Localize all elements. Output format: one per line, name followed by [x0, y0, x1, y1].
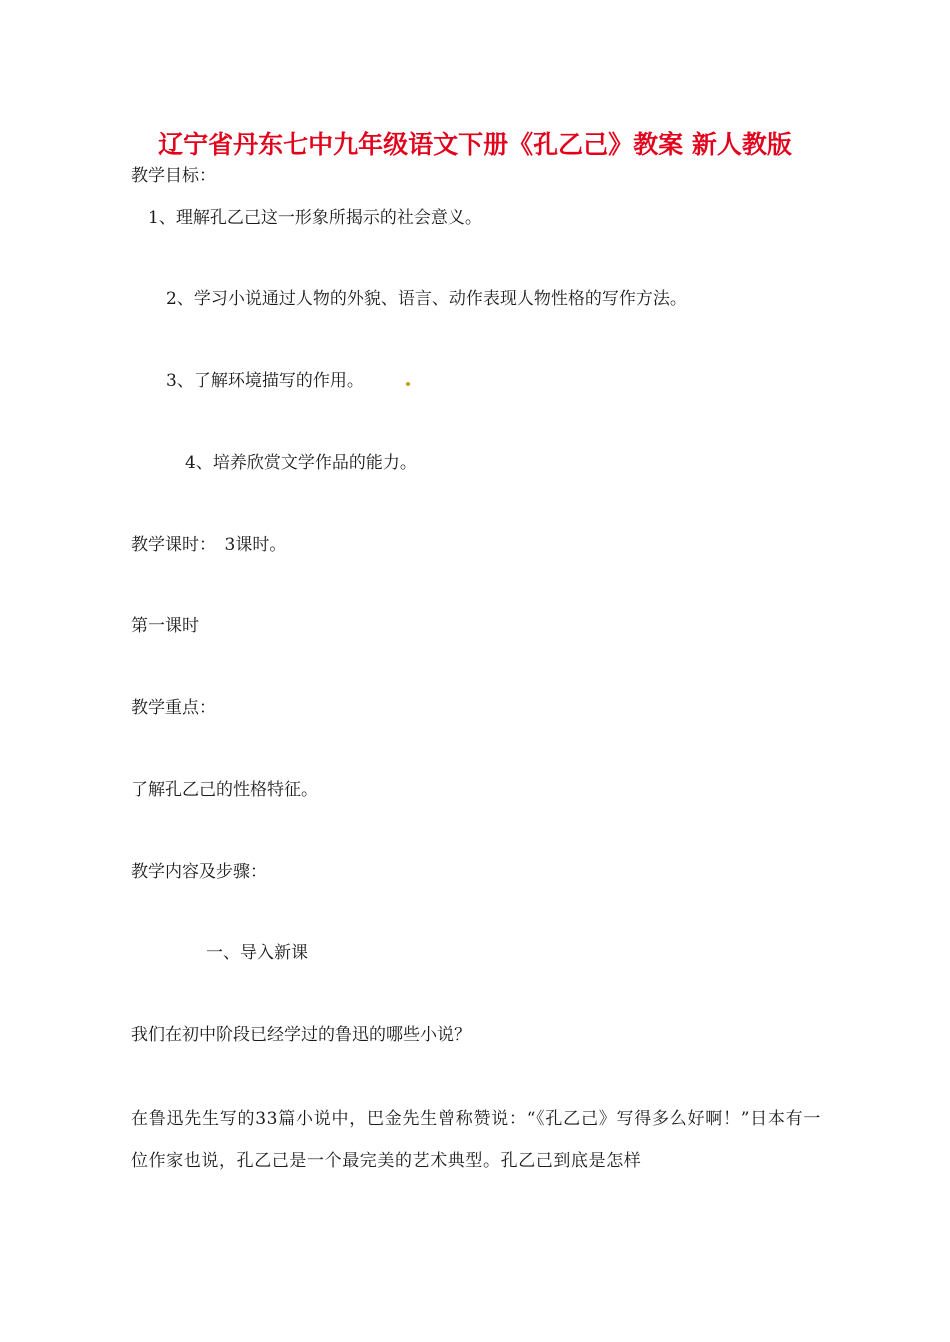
key-points-text: 了解孔乙己的性格特征。: [131, 780, 318, 800]
objective-2: 2、学习小说通过人物的外貌、语言、动作表现人物性格的写作方法。: [166, 289, 687, 309]
content-heading: 教学内容及步骤：: [131, 862, 267, 882]
section-one-heading: 一、导入新课: [206, 943, 308, 963]
objective-3: 3、了解环境描写的作用。: [166, 371, 364, 391]
objective-4: 4、培养欣赏文学作品的能力。: [185, 453, 417, 473]
objectives-heading: 教学目标：: [131, 166, 216, 186]
document-title: 辽宁省丹东七中九年级语文下册《孔乙己》教案 新人教版: [158, 130, 792, 159]
objective-1: 1、理解孔乙己这一形象所揭示的社会意义。: [148, 208, 482, 228]
class-hours: 教学课时： 3课时。: [131, 535, 287, 555]
intro-paragraph: 在鲁迅先生写的33篇小说中，巴金先生曾称赞说：“《孔乙己》写得多么好啊！”日本有一位作家也说，孔乙己是一个最完美的艺术典型。孔乙己到底是怎样: [131, 1109, 821, 1171]
first-lesson-heading: 第一课时: [131, 616, 199, 636]
key-points-heading: 教学重点：: [131, 698, 216, 718]
intro-question: 我们在初中阶段已经学过的鲁迅的哪些小说？: [131, 1025, 471, 1045]
stray-dot-mark: [406, 382, 410, 386]
